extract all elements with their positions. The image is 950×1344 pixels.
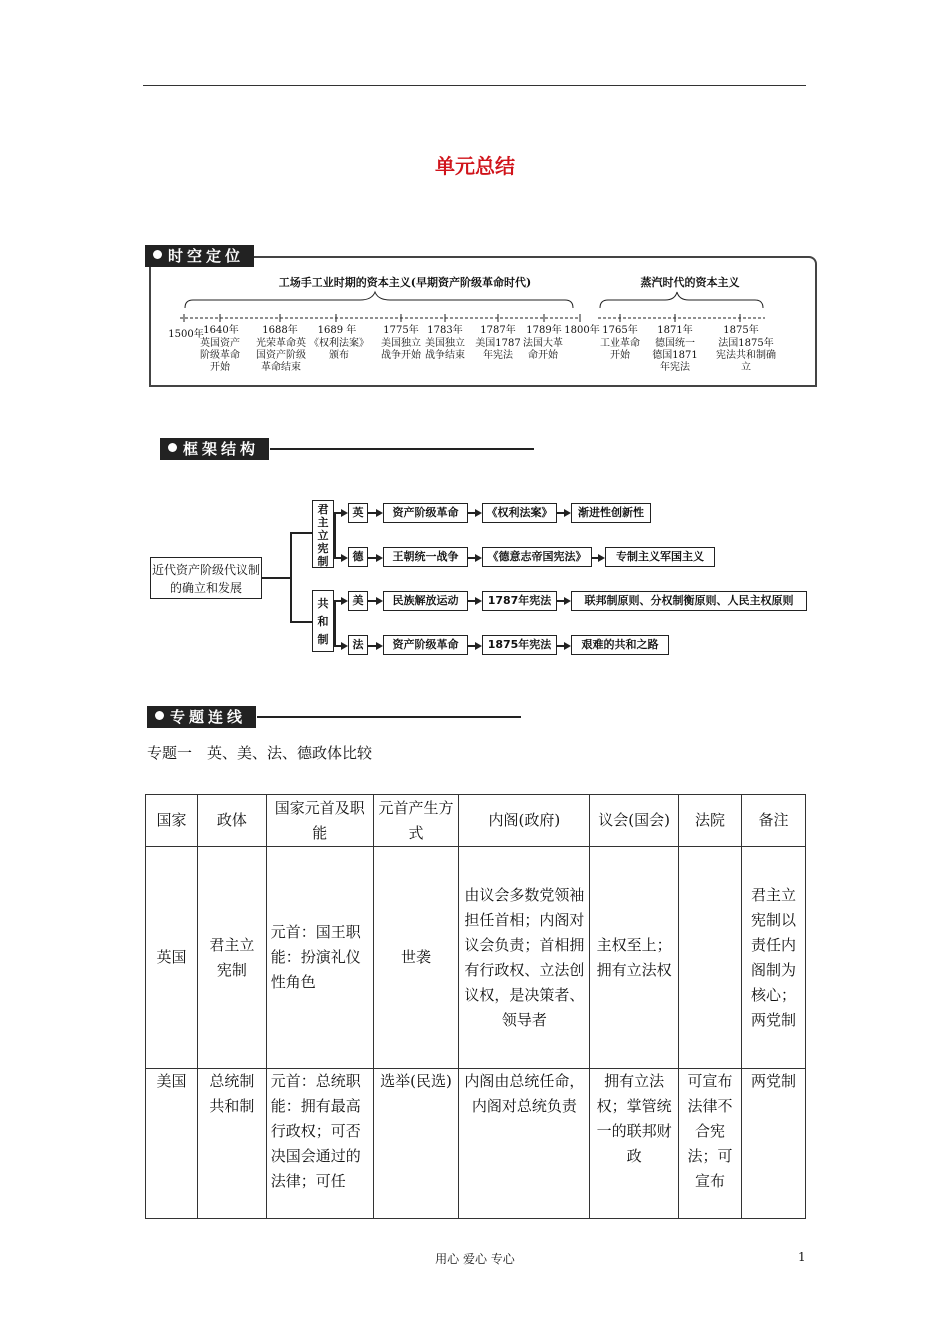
table-cell: 主权至上；拥有立法权 bbox=[590, 847, 679, 1069]
timeline-year: 1800年 bbox=[564, 325, 600, 336]
footer-text: 用心 爱心 专心 bbox=[435, 1252, 515, 1266]
table-header: 备注 bbox=[742, 795, 806, 847]
connector bbox=[290, 532, 312, 534]
timeline-event: 工业革命开始 bbox=[600, 338, 640, 361]
table-cell: 可宣布法律不合宪法；可宣布 bbox=[679, 1069, 742, 1219]
timeline-event: 美国1787年宪法 bbox=[475, 338, 521, 361]
framework-root: 近代资产阶级代议制的确立和发展 bbox=[150, 557, 262, 599]
arrow-icon bbox=[475, 554, 482, 562]
table-row bbox=[146, 1069, 806, 1219]
connector bbox=[262, 577, 290, 579]
timeline-year: 1775年 bbox=[383, 325, 419, 336]
table-cell: 拥有立法权；掌管统一的联邦财政 bbox=[590, 1069, 679, 1219]
timeline-axis bbox=[160, 290, 800, 330]
bullet-icon bbox=[155, 711, 164, 720]
country-germany: 德 bbox=[348, 547, 368, 567]
timeline-event: 光荣革命英国资产阶级革命结束 bbox=[256, 338, 306, 373]
table-cell: 选举(民选) bbox=[373, 1069, 459, 1219]
connector bbox=[334, 600, 336, 645]
connector bbox=[290, 532, 292, 622]
timeline-event: 《权利法案》颁布 bbox=[309, 338, 369, 361]
document-box: 《权利法案》 bbox=[482, 503, 557, 523]
document-box: 1787年宪法 bbox=[482, 591, 557, 611]
result-box: 专制主义军国主义 bbox=[605, 547, 715, 567]
table-cell: 君主立宪制以责任内阁制为核心；两党制 bbox=[742, 847, 806, 1069]
document-box: 1875年宪法 bbox=[482, 635, 557, 655]
timeline-year: 1789年 bbox=[526, 325, 562, 336]
event-box: 王朝统一战争 bbox=[383, 547, 468, 567]
era-brace-early bbox=[185, 292, 573, 308]
arrow-icon bbox=[376, 642, 383, 650]
table-header: 国家 bbox=[146, 795, 198, 847]
table-header: 国家元首及职能 bbox=[266, 795, 373, 847]
arrow-icon bbox=[475, 642, 482, 650]
connector bbox=[334, 512, 336, 557]
table-header: 内阁(政府) bbox=[459, 795, 590, 847]
result-box: 渐进性创新性 bbox=[571, 503, 651, 523]
table-cell bbox=[679, 847, 742, 1069]
connector bbox=[290, 621, 312, 623]
table-row bbox=[146, 847, 806, 1069]
table-cell: 英国 bbox=[146, 847, 198, 1069]
table-cell: 美国 bbox=[146, 1069, 198, 1219]
section-tag-topics: 专题连线 bbox=[147, 706, 256, 728]
branch-republic: 共和制 bbox=[312, 590, 334, 652]
section-tag-framework: 框架结构 bbox=[160, 438, 269, 460]
table-cell: 两党制 bbox=[742, 1069, 806, 1219]
timeline-year: 1783年 bbox=[427, 325, 463, 336]
country-uk: 英 bbox=[348, 503, 368, 523]
arrow-icon bbox=[564, 642, 571, 650]
page-number: 1 bbox=[798, 1250, 806, 1264]
country-usa: 美 bbox=[348, 591, 368, 611]
timeline-year: 1688年 bbox=[262, 325, 298, 336]
section-rule bbox=[257, 716, 521, 718]
top-rule bbox=[143, 85, 806, 86]
arrow-icon bbox=[376, 509, 383, 517]
timeline-year: 1640年 bbox=[203, 325, 239, 336]
timeline-event: 英国资产阶级革命开始 bbox=[200, 338, 240, 373]
branch-constitutional-monarchy: 君主立宪制 bbox=[312, 500, 334, 568]
arrow-icon bbox=[564, 597, 571, 605]
timeline-year: 1875年 bbox=[723, 325, 759, 336]
timeline-year: 1871年 bbox=[657, 325, 693, 336]
timeline-year: 1689 年 bbox=[317, 325, 357, 336]
arrow-icon bbox=[598, 554, 605, 562]
arrow-icon bbox=[341, 509, 348, 517]
table-cell: 君主立宪制 bbox=[197, 847, 266, 1069]
timeline-year: 1787年 bbox=[480, 325, 516, 336]
timeline-year: 1765年 bbox=[602, 325, 638, 336]
comparison-table bbox=[145, 794, 806, 1219]
arrow-icon bbox=[475, 509, 482, 517]
event-box: 民族解放运动 bbox=[383, 591, 468, 611]
arrow-icon bbox=[341, 597, 348, 605]
arrow-icon bbox=[376, 554, 383, 562]
timeline-year: 1500年 bbox=[168, 329, 204, 340]
timeline-event: 法国大革命开始 bbox=[523, 338, 563, 361]
table-cell: 世袭 bbox=[373, 847, 459, 1069]
timeline-event: 美国独立战争结束 bbox=[425, 338, 465, 361]
era-label-early: 工场手工业时期的资本主义(早期资产阶级革命时代) bbox=[278, 276, 532, 289]
table-header-row bbox=[146, 795, 806, 847]
table-header: 议会(国会) bbox=[590, 795, 679, 847]
bullet-icon bbox=[153, 250, 162, 259]
table-header: 政体 bbox=[197, 795, 266, 847]
table-cell: 总统制共和制 bbox=[197, 1069, 266, 1219]
arrow-icon bbox=[475, 597, 482, 605]
arrow-icon bbox=[341, 554, 348, 562]
era-brace-steam bbox=[600, 292, 763, 308]
section-rule bbox=[270, 448, 534, 450]
topic-title: 专题一 英、美、法、德政体比较 bbox=[147, 744, 373, 762]
timeline-event: 美国独立战争开始 bbox=[381, 338, 421, 361]
arrow-icon bbox=[376, 597, 383, 605]
table-cell: 元首：总统职能：拥有最高行政权；可否决国会通过的法律；可任 bbox=[266, 1069, 373, 1219]
page-title: 单元总结 bbox=[435, 154, 515, 178]
country-france: 法 bbox=[348, 635, 368, 655]
arrow-icon bbox=[564, 509, 571, 517]
table-header: 元首产生方式 bbox=[373, 795, 459, 847]
arrow-icon bbox=[341, 642, 348, 650]
event-box: 资产阶级革命 bbox=[383, 635, 468, 655]
section-tag-timeline: 时空定位 bbox=[145, 245, 254, 267]
timeline-event: 法国1875年宪法共和制确立 bbox=[716, 338, 776, 373]
result-box: 艰难的共和之路 bbox=[571, 635, 669, 655]
table-cell: 内阁由总统任命，内阁对总统负责 bbox=[459, 1069, 590, 1219]
table-cell: 元首：国王职能：扮演礼仪性角色 bbox=[266, 847, 373, 1069]
table-header: 法院 bbox=[679, 795, 742, 847]
bullet-icon bbox=[168, 443, 177, 452]
table-cell: 由议会多数党领袖担任首相；内阁对议会负责；首相拥有行政权、立法创议权，是决策者、领导者 bbox=[459, 847, 590, 1069]
result-box: 联邦制原则、分权制衡原则、人民主权原则 bbox=[571, 591, 807, 611]
timeline-event: 德国统一德国1871年宪法 bbox=[652, 338, 698, 373]
event-box: 资产阶级革命 bbox=[383, 503, 468, 523]
era-label-steam: 蒸汽时代的资本主义 bbox=[640, 276, 740, 289]
document-box: 《德意志帝国宪法》 bbox=[482, 547, 592, 567]
